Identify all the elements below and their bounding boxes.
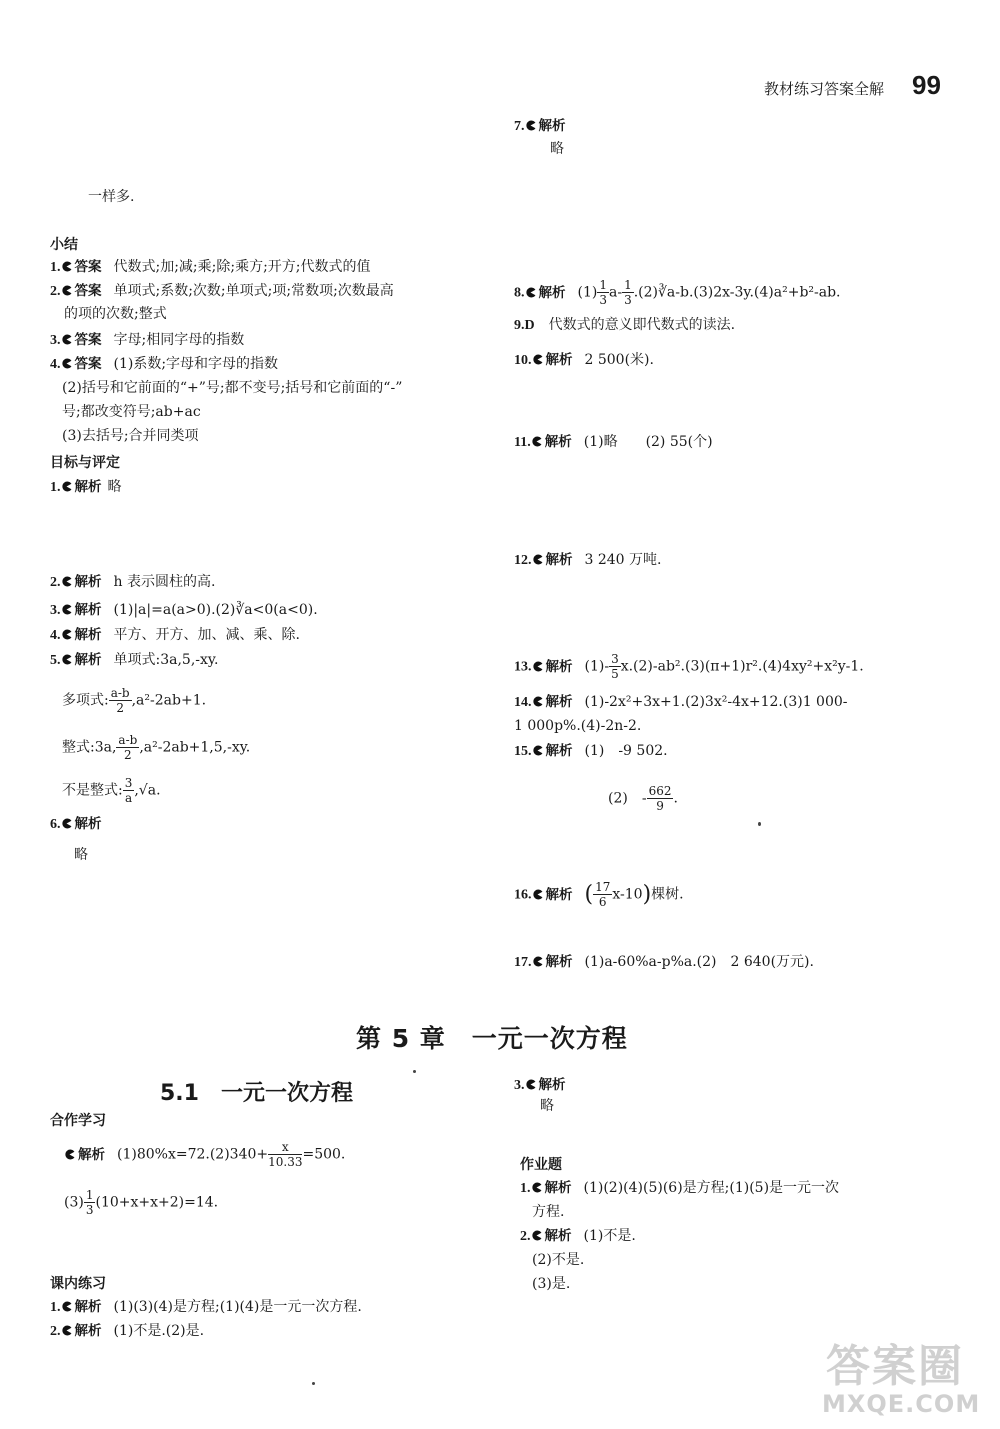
pacman-c-icon [61,285,72,296]
answer-7: 7. 解析 [514,118,566,134]
summary-item-4: 4. 答案 (1)系数;字母和字母的指数 [50,356,279,372]
homework-item-1-cont: 方程. [532,1204,565,1220]
goal-heading: 目标与评定 [50,455,120,471]
running-header: 教材练习答案全解 [764,80,885,98]
pacman-c-icon [525,1079,536,1090]
summary-heading: 小结 [50,237,78,253]
answer-10: 10. 解析 2 500(米). [514,352,654,368]
pacman-c-icon [61,576,72,587]
summary-item-4-line2: (2)括号和它前面的“+”号;都不变号;括号和它前面的“-” [62,380,403,396]
integral-expression-line: 整式:3a, $\frac{a-b}{2}$ ,a²-2ab+1,5,-xy. [62,733,251,762]
answer-8: 8. 解析 (1) $\frac{1}{3}$ a- $\frac{1}{3}$ .(2)∛a-b.(3)2x-3y.(4)a²+b²-ab. [514,278,841,307]
cooperative-learning-heading: 合作学习 [50,1113,106,1129]
answer-7-text: 略 [550,141,564,157]
answer-14-cont: 1 000p%.(4)-2n-2. [514,718,642,734]
pacman-c-icon [61,818,72,829]
homework-heading: 作业题 [520,1157,562,1173]
class-item-1: 1. 解析 (1)(3)(4)是方程;(1)(4)是一元一次方程. [50,1299,362,1315]
answer-11: 11. 解析 (1)略 (2) 55(个) [514,434,713,450]
answer-14: 14. 解析 (1)-2x²+3x+1.(2)3x²-4x+12.(3)1 000- [514,694,848,710]
goal-item-5: 5. 解析 单项式:3a,5,-xy. [50,652,219,668]
answer-15-part2: (2) - $\frac{662}{9}$ . [608,784,678,813]
summary-item-4-line4: (3)去括号;合并同类项 [62,428,199,444]
cooperative-answer-3: (3) $\frac{1}{3}$ (10+x+x+2)=14. [64,1188,219,1217]
homework-item-2: 2. 解析 (1)不是. [520,1228,636,1244]
goal-item-4: 4. 解析 平方、开方、加、减、乘、除. [50,627,300,643]
homework-item-1: 1. 解析 (1)(2)(4)(5)(6)是方程;(1)(5)是一元一次 [520,1180,840,1196]
goal-item-6-answer: 略 [74,847,88,863]
answer-13: 13. 解析 (1)- $\frac{3}{5}$ x.(2)-ab².(3)(π+1)r².(4)4xy²+x²y-1. [514,652,864,681]
pacman-c-icon [532,745,543,756]
watermark-url: MXQE.COM [822,1390,981,1418]
cooperative-answer: 解析 (1)80%x=72.(2)340+ $\frac{x}{10.33}$ =500. [64,1140,345,1169]
pacman-c-icon [532,661,543,672]
goal-item-3: 3. 解析 (1)|a|=a(a>0).(2)∛a<0(a<0). [50,602,318,618]
homework-item-2-line3: (3)是. [532,1276,571,1292]
pacman-c-icon [61,334,72,345]
section-title: 5.1 一元一次方程 [160,1081,353,1106]
pacman-c-icon [525,120,536,131]
pacman-c-icon [532,956,543,967]
goal-item-6: 6. 解析 [50,816,102,832]
goal-item-2: 2. 解析 h 表示圆柱的高. [50,574,216,590]
summary-item-2-cont: 的项的次数;整式 [64,306,167,322]
answer-3: 3. 解析 [514,1077,566,1093]
answer-15: 15. 解析 (1) -9 502. [514,743,668,759]
chapter-title: 第 5 章 一元一次方程 [356,1024,628,1053]
pacman-c-icon [531,436,542,447]
pacman-c-icon [61,481,72,492]
homework-item-2-line2: (2)不是. [532,1252,585,1268]
answer-3-text: 略 [540,1098,554,1114]
pacman-c-icon [61,604,72,615]
polynomial-line: 多项式: $\frac{a-b}{2}$ ,a²-2ab+1. [62,686,207,715]
pacman-c-icon [532,696,543,707]
page-number: 99 [912,70,941,100]
pacman-c-icon [61,358,72,369]
pacman-c-icon [61,261,72,272]
answer-9: 9.D 代数式的意义即代数式的读法. [514,317,736,333]
pacman-c-icon [532,354,543,365]
answer-17: 17. 解析 (1)a-60%a-p%a.(2) 2 640(万元). [514,954,814,970]
pacman-c-icon [532,889,543,900]
answer-16: 16. 解析 ( $\frac{17}{6}$ x-10)棵树. [514,880,684,909]
pacman-c-icon [61,1301,72,1312]
pacman-c-icon [525,287,536,298]
pacman-c-icon [61,1325,72,1336]
summary-item-1: 1. 答案 代数式;加;减;乘;除;乘方;开方;代数式的值 [50,259,371,275]
pacman-c-icon [64,1149,75,1160]
pacman-c-icon [61,629,72,640]
pacman-c-icon [532,554,543,565]
watermark-logo: 答案圈 [826,1341,964,1392]
summary-item-4-line3: 号;都改变符号;ab+ac [62,404,201,420]
summary-item-3: 3. 答案 字母;相同字母的指数 [50,332,245,348]
summary-item-2: 2. 答案 单项式;系数;次数;单项式;项;常数项;次数最高 [50,283,394,299]
answer-12: 12. 解析 3 240 万吨. [514,552,662,568]
goal-item-1: 1. 解析 略 [50,479,122,495]
pacman-c-icon [61,654,72,665]
pacman-c-icon [531,1230,542,1241]
class-exercise-heading: 课内练习 [50,1276,106,1292]
pacman-c-icon [531,1182,542,1193]
class-item-2: 2. 解析 (1)不是.(2)是. [50,1323,205,1339]
non-integral-line: 不是整式: $\frac{3}{a}$ ,√a. [62,776,161,805]
intro-fragment: 一样多. [88,189,135,205]
